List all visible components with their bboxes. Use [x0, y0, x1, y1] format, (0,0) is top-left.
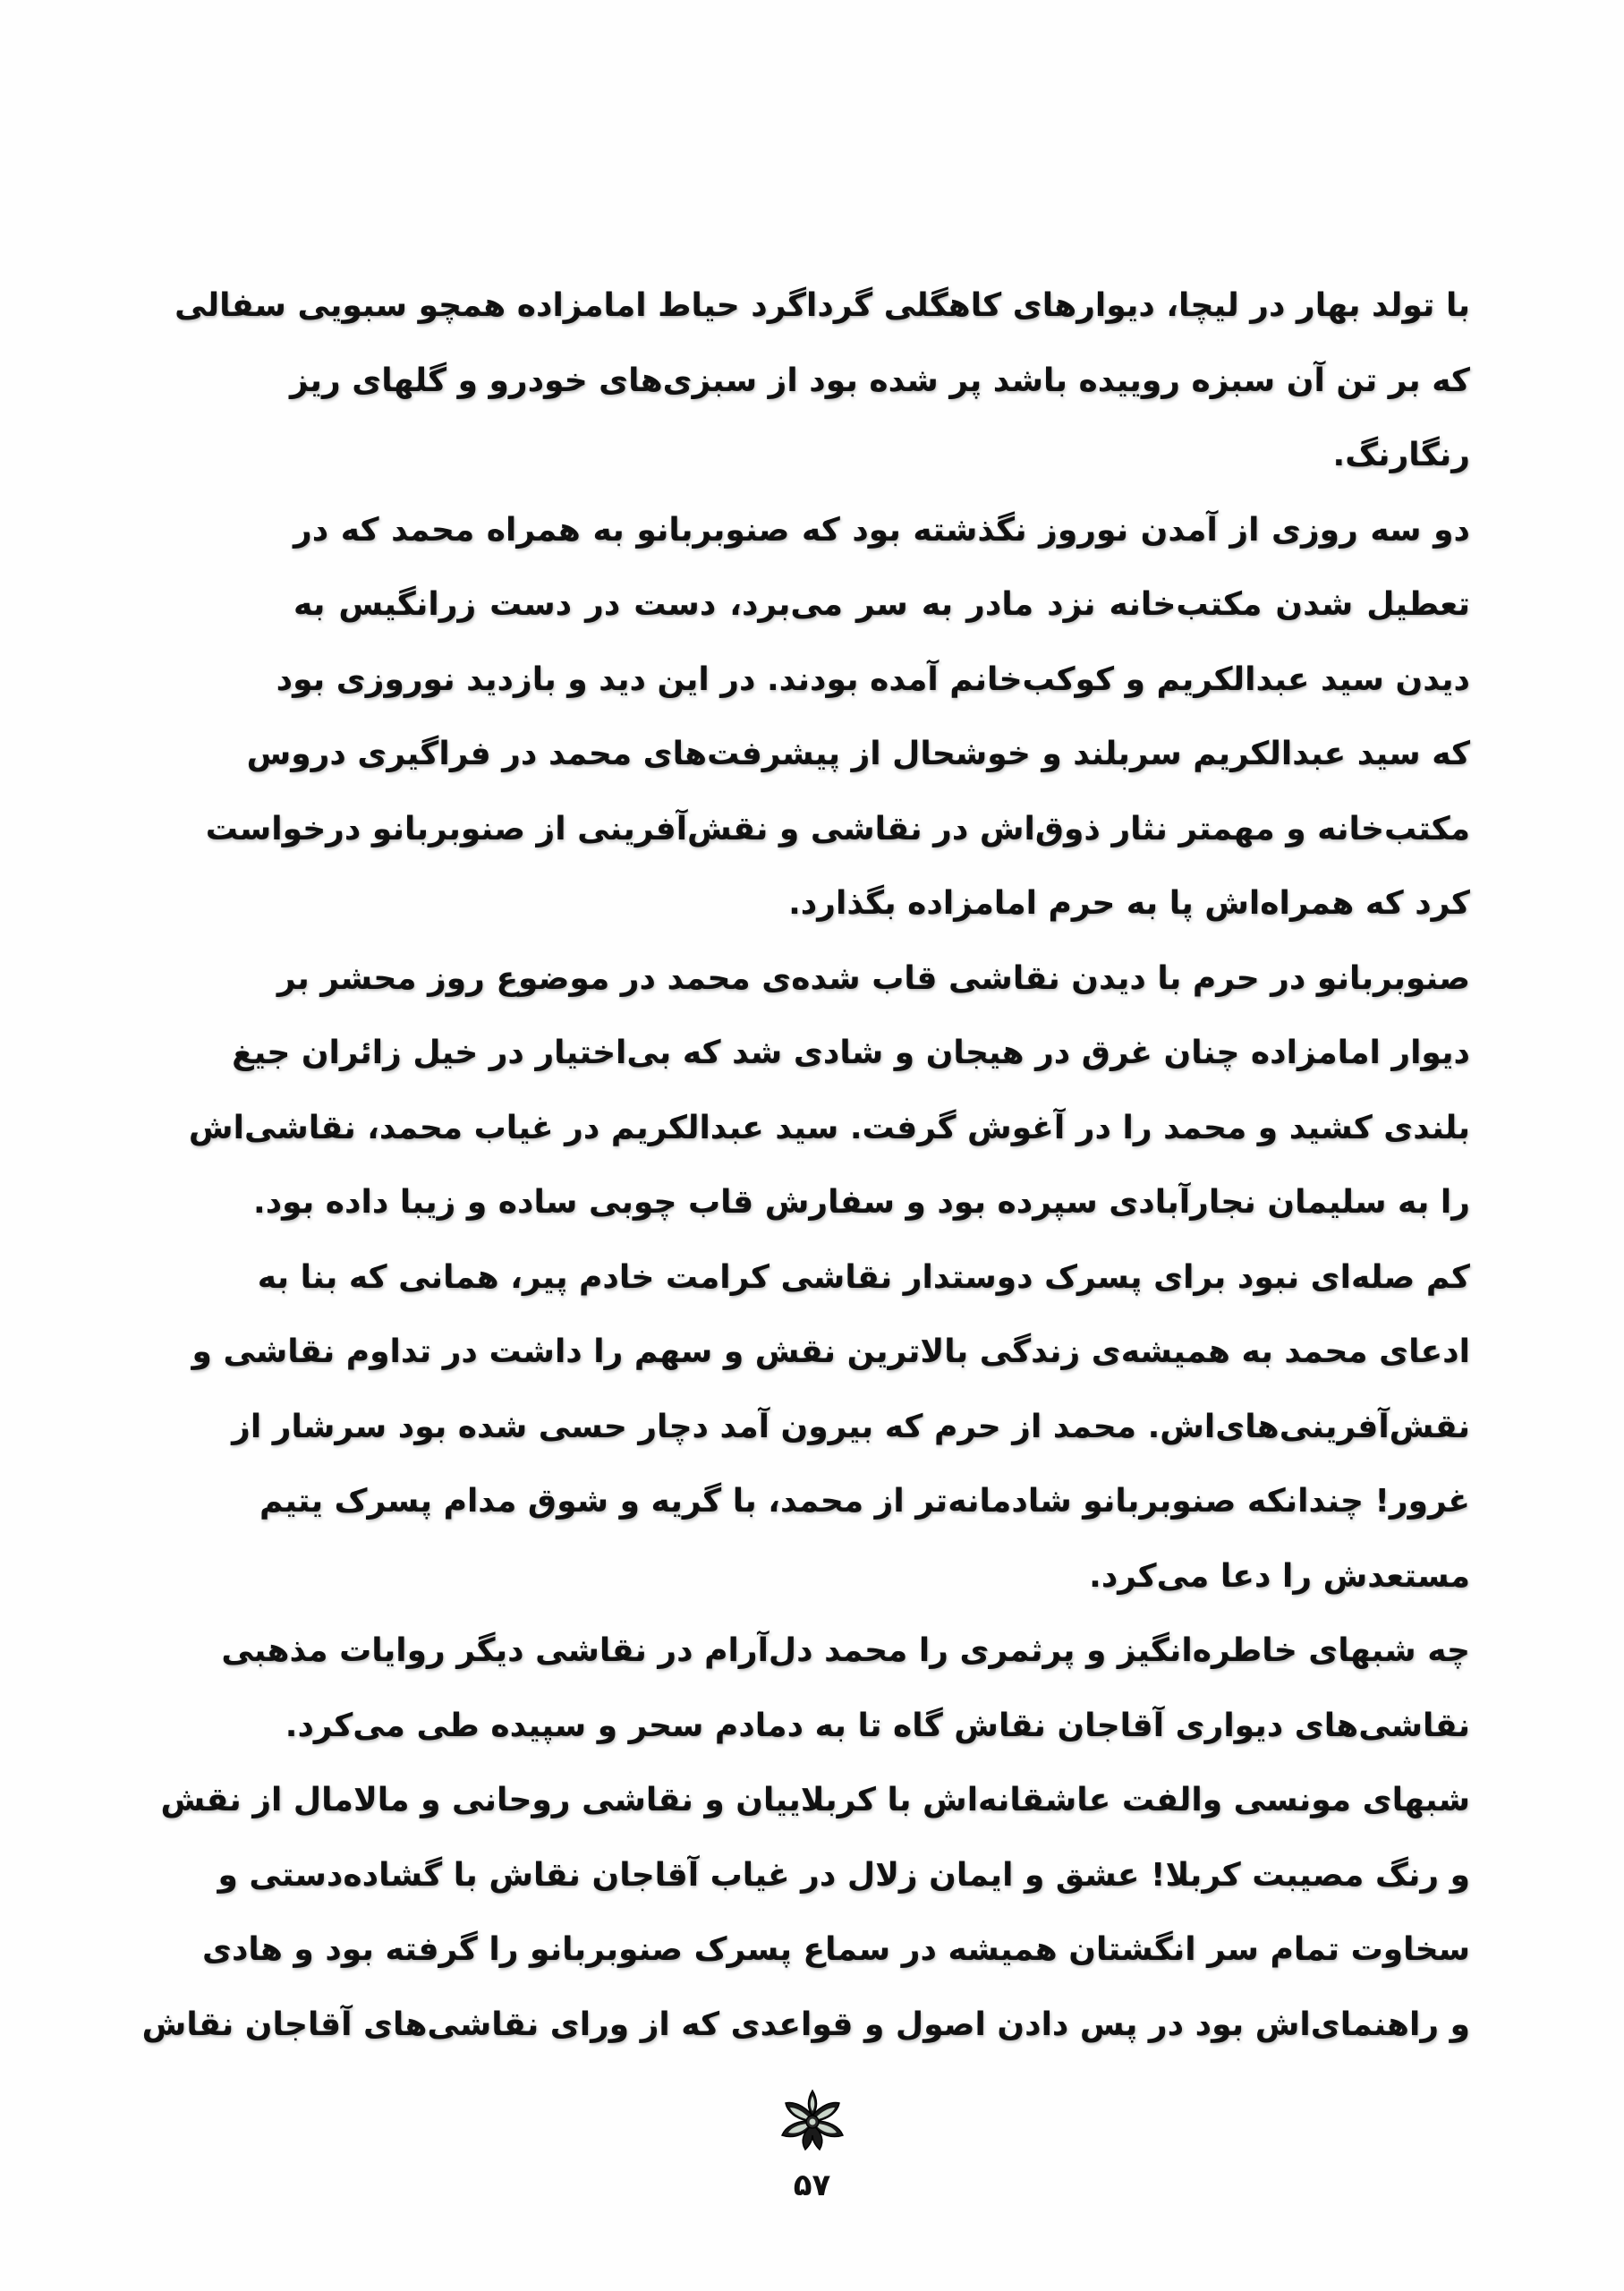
text-line: با تولد بهار در لیچا، دیوارهای کاهگلی گرداگرد حیاط امامزاده همچو سبویی سفالی: [174, 287, 1470, 324]
text-line: چه شبهای خاطره‌انگیز و پرثمری را محمد دل‌آرام در نقاشی دیگر روایات مذهبی: [221, 1632, 1470, 1669]
text-line: سخاوت تمام سر انگشتان همیشه در سماع پسرک صنوبربانو را گرفته بود و هادی: [201, 1931, 1470, 1968]
text-line: رنگارنگ.: [1332, 437, 1470, 473]
text-line: شبهای مونسی والفت عاشقانه‌اش با کربلاییان و نقاشی روحانی و مالامال از نقش: [160, 1782, 1470, 1818]
text-line: کرد که همراه‌اش پا به حرم امامزاده بگذارد.: [788, 885, 1470, 922]
text-line: نقاشی‌های دیواری آقاجان نقاش گاه تا به دمادم سحر و سپیده طی می‌کرد.: [285, 1707, 1470, 1744]
text-line: مستعدش را دعا می‌کرد.: [1089, 1557, 1470, 1595]
text-line: که بر تن آن سبزه روییده باشد پر شده بود از سبزی‌های خودرو و گلهای ریز: [290, 362, 1470, 399]
body-text: [141, 268, 1470, 2062]
text-line: دیوار امامزاده چنان غرق در هیجان و شادی شد که بی‌اختیار در خیل زائران جیغ: [232, 1035, 1470, 1071]
text-line: دیدن سید عبدالکریم و کوکب‌خانم آمده بودند. در این دید و بازدید نوروزی بود: [276, 660, 1470, 698]
lotus-flower-ornament-icon: [777, 2085, 848, 2157]
text-line: تعطیل شدن مکتب‌خانه نزد مادر به سر می‌برد، دست در دست زرانگیس به: [293, 586, 1470, 623]
text-line: مکتب‌خانه و مهمتر نثار ذوق‌اش در نقاشی و نقش‌آفرینی از صنوبربانو درخواست: [205, 810, 1470, 847]
text-line: دو سه روزی از آمدن نوروز نگذشته بود که صنوبربانو به همراه محمد که در: [293, 511, 1470, 549]
text-line: بلندی کشید و محمد را در آغوش گرفت. سید عبدالکریم در غیاب محمد، نقاشی‌اش: [188, 1109, 1470, 1146]
page-footer: [0, 2085, 1624, 2205]
text-line: ادعای محمد به همیشه‌ی زندگی بالاترین نقش و سهم را داشت در تداوم نقاشی و: [191, 1333, 1470, 1370]
text-line: را به سلیمان نجارآبادی سپرده بود و سفارش قاب چوبی ساده و زیبا داده بود.: [253, 1184, 1470, 1221]
text-line: و راهنمای‌اش بود در پس دادن اصول و قواعدی که از ورای نقاشی‌های آقاجان نقاش: [141, 2006, 1470, 2043]
text-line: و رنگ مصیبت کربلا! عشق و ایمان زلال در غیاب آقاجان نقاش با گشاده‌دستی و: [217, 1856, 1470, 1894]
text-line: که سید عبدالکریم سربلند و خوشحال از پیشرفت‌های محمد در فراگیری دروس: [246, 736, 1470, 772]
page-number: ۵۷: [793, 2168, 831, 2203]
text-line: صنوبربانو در حرم با دیدن نقاشی قاب شده‌ی محمد در موضوع روز محشر بر: [276, 959, 1470, 997]
text-line: کم صله‌ای نبود برای پسرک دوستدار نقاشی کرامت خادم پیر، همانی که بنا به: [257, 1258, 1470, 1296]
text-line: نقش‌آفرینی‌های‌اش. محمد از حرم که بیرون آمد دچار حسی شده بود سرشار از: [232, 1408, 1470, 1445]
text-line: غرور! چندانکه صنوبربانو شادمانه‌تر از محمد، با گریه و شوق مدام پسرک یتیم: [259, 1483, 1470, 1520]
